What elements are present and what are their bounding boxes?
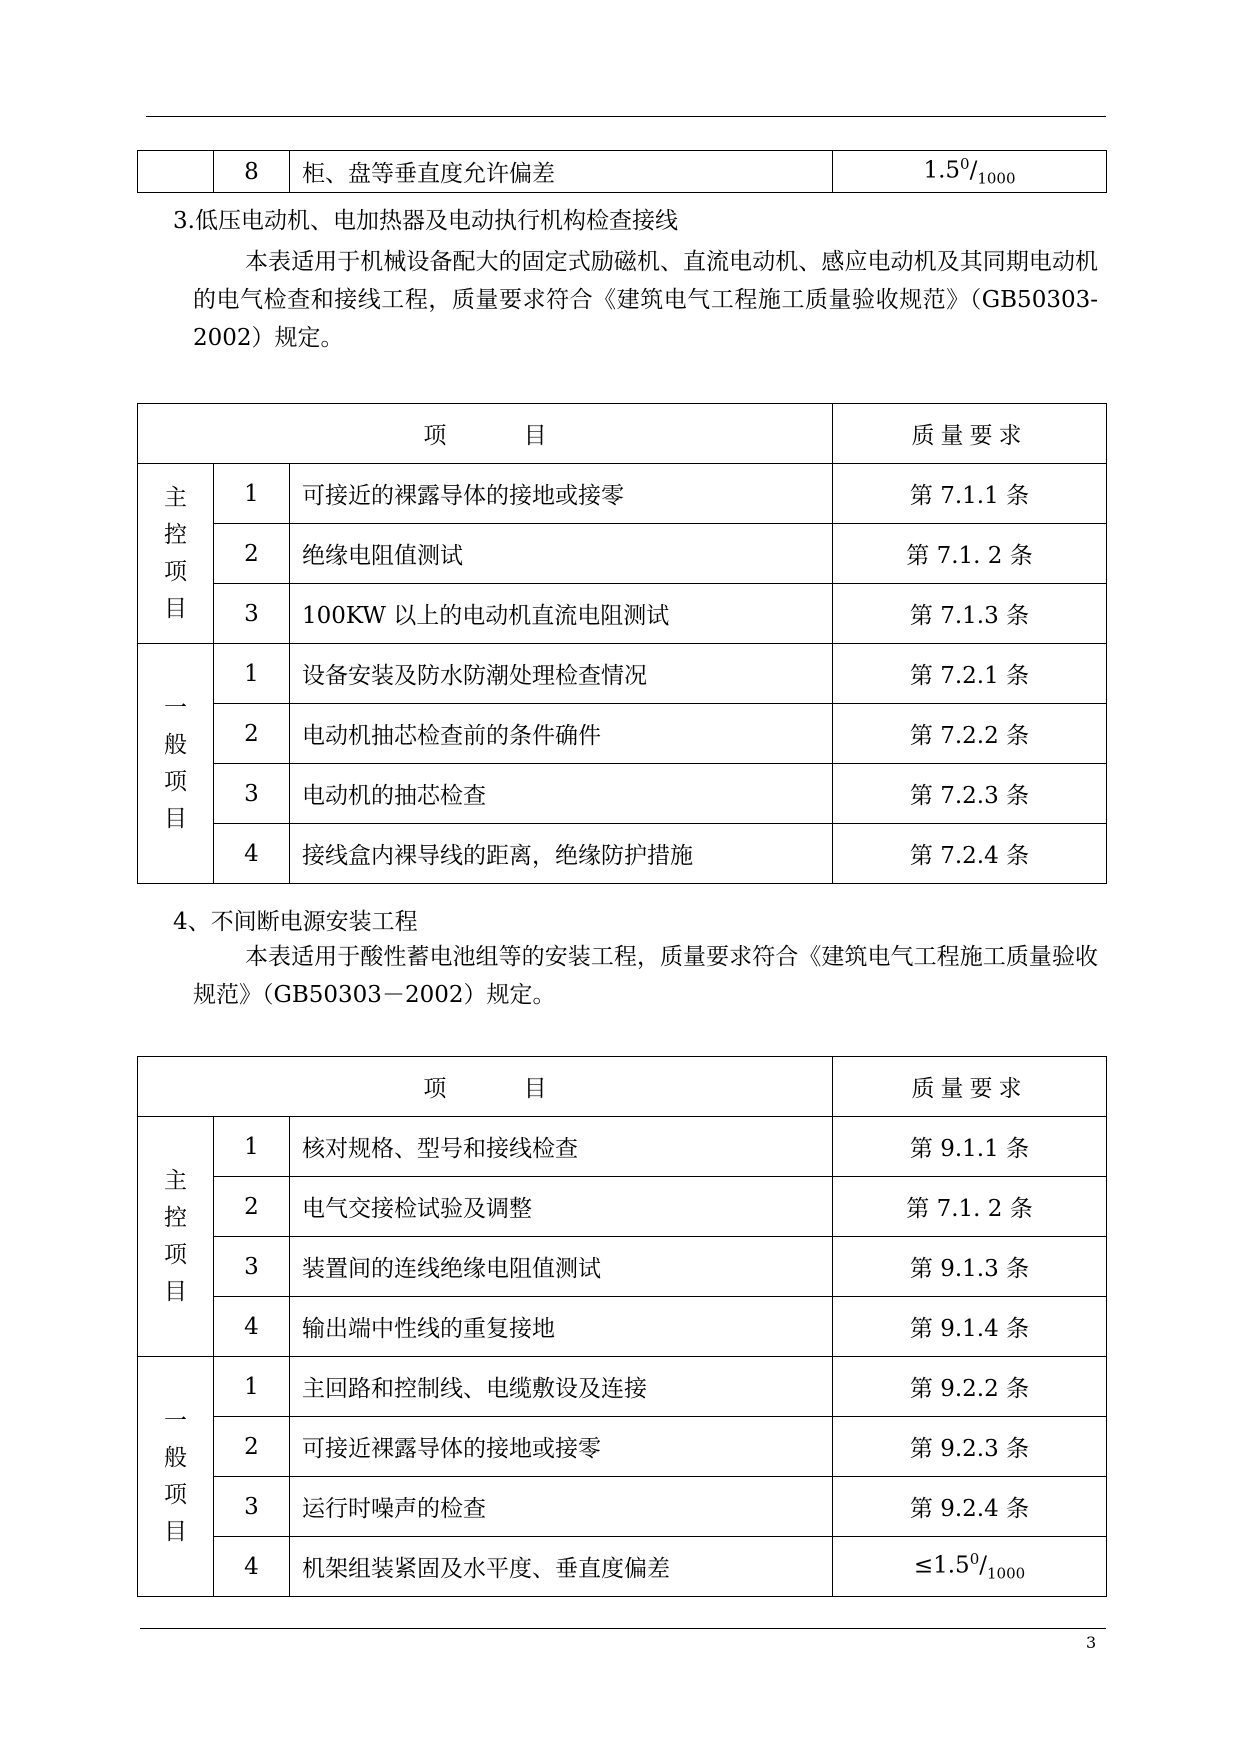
table-row: [138, 1117, 1107, 1177]
item-text: 运行时噪声的检查: [290, 1477, 833, 1537]
requirement: 第 7.2.1 条: [833, 644, 1107, 704]
row-number: 1: [214, 1357, 290, 1417]
requirement: 第 7.1. 2 条: [833, 1177, 1107, 1237]
table-row: [138, 1537, 1107, 1597]
header-item: 项 目: [138, 1057, 833, 1117]
item-text: 可接近的裸露导体的接地或接零: [290, 464, 833, 524]
item-text: 柜、盘等垂直度允许偏差: [290, 151, 833, 193]
item-text: 电动机的抽芯检查: [290, 764, 833, 824]
group-main: 主控项目: [138, 1117, 214, 1357]
item-text: 电气交接检试验及调整: [290, 1177, 833, 1237]
group-general: 一般项目: [138, 644, 214, 884]
item-text: 100KW 以上的电动机直流电阻测试: [290, 584, 833, 644]
requirement: 第 7.2.4 条: [833, 824, 1107, 884]
row-number: 1: [214, 1117, 290, 1177]
row-number: 4: [214, 824, 290, 884]
item-text: 输出端中性线的重复接地: [290, 1297, 833, 1357]
requirement: 第 7.1. 2 条: [833, 524, 1107, 584]
table-row: [138, 524, 1107, 584]
section4-paragraph: 本表适用于酸性蓄电池组等的安装工程，质量要求符合《建筑电气工程施工质量验收规范》（GB50303－2002）规定。: [193, 944, 1098, 1008]
row-number: 8: [214, 151, 290, 193]
table-row: [138, 704, 1107, 764]
group-cell: [138, 151, 214, 193]
requirement: 第 9.2.4 条: [833, 1477, 1107, 1537]
table-row: [138, 1417, 1107, 1477]
row-number: 2: [214, 1177, 290, 1237]
table-row: [138, 824, 1107, 884]
item-text: 接线盒内裸导线的距离，绝缘防护措施: [290, 824, 833, 884]
requirement: 第 9.1.3 条: [833, 1237, 1107, 1297]
table-row: [138, 151, 1107, 193]
item-text: 主回路和控制线、电缆敷设及连接: [290, 1357, 833, 1417]
row-number: 3: [214, 1477, 290, 1537]
table-row: [138, 1297, 1107, 1357]
requirement: 第 7.2.3 条: [833, 764, 1107, 824]
requirement: $1.5^0/_{1000}$: [833, 151, 1107, 193]
row-number: 2: [214, 524, 290, 584]
continued-table: [137, 150, 1107, 193]
requirement: 第 7.1.1 条: [833, 464, 1107, 524]
requirement: 第 7.1.3 条: [833, 584, 1107, 644]
item-text: 可接近裸露导体的接地或接零: [290, 1417, 833, 1477]
table-header: [138, 404, 1107, 464]
row-number: 1: [214, 644, 290, 704]
item-text: 电动机抽芯检查前的条件确件: [290, 704, 833, 764]
item-text: 绝缘电阻值测试: [290, 524, 833, 584]
row-number: 4: [214, 1297, 290, 1357]
item-text: 设备安装及防水防潮处理检查情况: [290, 644, 833, 704]
requirement: $\le 1.5^0/_{1000}$: [833, 1537, 1107, 1597]
group-main: 主控项目: [138, 464, 214, 644]
item-text: 核对规格、型号和接线检查: [290, 1117, 833, 1177]
requirement: 第 9.2.3 条: [833, 1417, 1107, 1477]
item-text: 机架组装紧固及水平度、垂直度偏差: [290, 1537, 833, 1597]
requirement: 第 9.1.4 条: [833, 1297, 1107, 1357]
requirement: 第 9.2.2 条: [833, 1357, 1107, 1417]
table-row: [138, 464, 1107, 524]
row-number: 3: [214, 764, 290, 824]
section3-title: 3.低压电动机、电加热器及电动执行机构检查接线: [173, 208, 678, 234]
row-number: 2: [214, 1417, 290, 1477]
table-row: [138, 1357, 1107, 1417]
table-row: [138, 1177, 1107, 1237]
row-number: 3: [214, 584, 290, 644]
section4-table: [137, 1056, 1107, 1597]
row-number: 1: [214, 464, 290, 524]
header-rule: [146, 116, 1106, 117]
table-row: [138, 644, 1107, 704]
section3-paragraph: 本表适用于机械设备配大的固定式励磁机、直流电动机、感应电动机及其同期电动机的电气检查和接线工程，质量要求符合《建筑电气工程施工质量验收规范》（GB50303-2002）规定。: [193, 249, 1098, 351]
page-number: 3: [1086, 1633, 1097, 1652]
requirement: 第 7.2.2 条: [833, 704, 1107, 764]
row-number: 3: [214, 1237, 290, 1297]
table-row: [138, 1477, 1107, 1537]
footer-rule: [140, 1628, 1106, 1629]
row-number: 4: [214, 1537, 290, 1597]
header-requirement: 质量要求: [833, 1057, 1107, 1117]
section4-title: 4、不间断电源安装工程: [173, 909, 418, 935]
section3-table: [137, 403, 1107, 884]
item-text: 装置间的连线绝缘电阻值测试: [290, 1237, 833, 1297]
group-general: 一般项目: [138, 1357, 214, 1597]
table-row: [138, 584, 1107, 644]
header-item: 项 目: [138, 404, 833, 464]
table-row: [138, 1237, 1107, 1297]
table-row: [138, 764, 1107, 824]
table-header: [138, 1057, 1107, 1117]
requirement: 第 9.1.1 条: [833, 1117, 1107, 1177]
header-requirement: 质量要求: [833, 404, 1107, 464]
row-number: 2: [214, 704, 290, 764]
